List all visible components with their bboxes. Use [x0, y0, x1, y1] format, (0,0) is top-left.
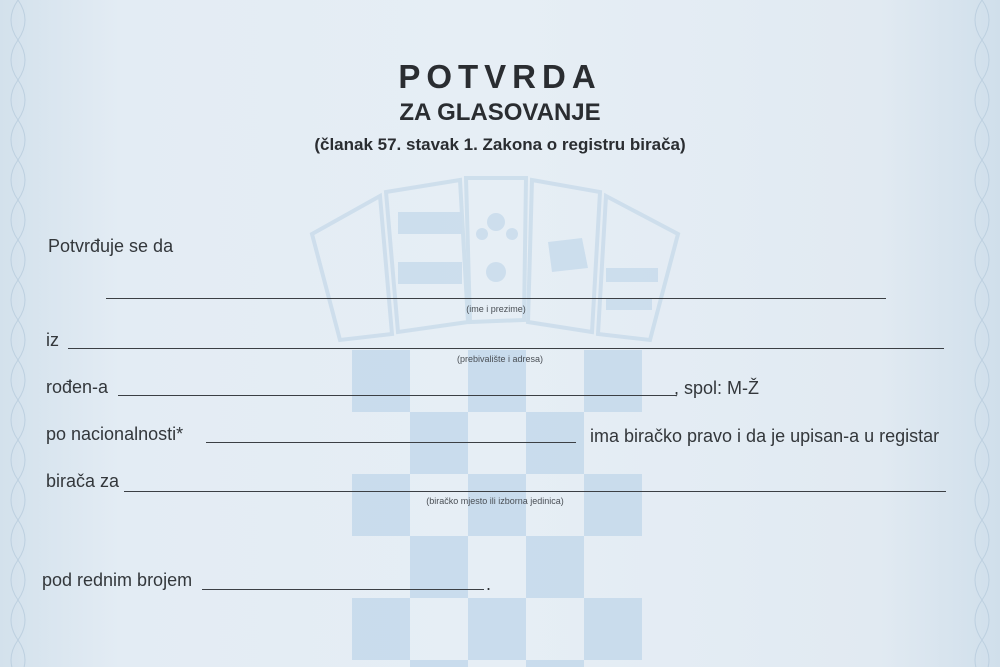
voting-right-text: ima biračko pravo i da je upisan-a u registar: [590, 426, 940, 446]
name-hint: (ime i prezime): [466, 304, 526, 314]
serial-end: .: [486, 574, 492, 594]
polling-place-hint: (biračko mjesto ili izborna jedinica): [426, 496, 564, 506]
born-label: rođen-a: [46, 377, 109, 397]
document-subtitle: ZA GLASOVANJE: [399, 99, 601, 126]
address-field[interactable]: [68, 348, 944, 349]
polling-place-field[interactable]: [124, 491, 946, 492]
name-field[interactable]: [106, 298, 886, 299]
confirm-label: Potvrđuje se da: [48, 236, 174, 256]
from-label: iz: [46, 330, 59, 350]
address-hint: (prebivalište i adresa): [456, 354, 544, 364]
serial-label: pod rednim brojem: [42, 570, 193, 590]
legal-basis: (članak 57. stavak 1. Zakona o registru birača): [314, 135, 686, 154]
sex-label: , spol: M-Ž: [674, 378, 760, 398]
birth-field[interactable]: [118, 395, 676, 396]
registry-label: birača za: [46, 471, 120, 491]
serial-number-field[interactable]: [202, 589, 484, 590]
nationality-label: po nacionalnosti*: [46, 424, 184, 444]
nationality-field[interactable]: [206, 442, 576, 443]
document-title: POTVRDA: [398, 58, 602, 95]
croatian-coat-of-arms-watermark-icon: [300, 172, 690, 667]
